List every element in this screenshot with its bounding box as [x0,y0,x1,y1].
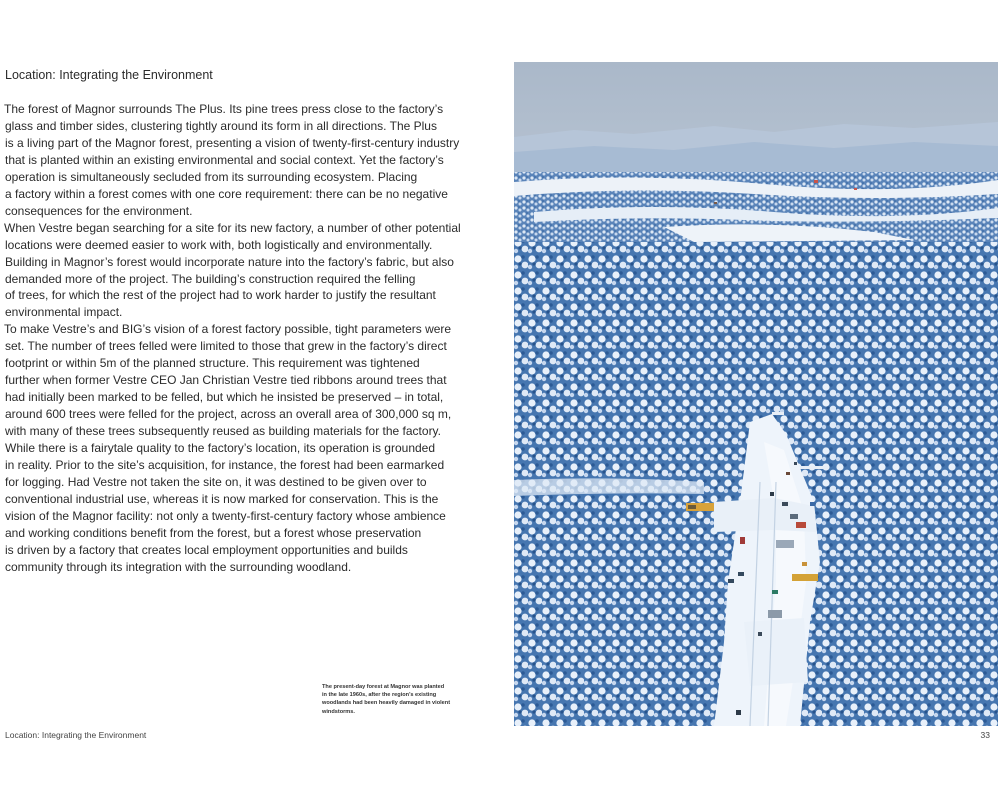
body-line: When Vestre began searching for a site for its new factory, a number of other potential [4,220,461,235]
body-line: for logging. Had Vestre not taken the site on, it was destined to be given over to [5,474,427,489]
body-line: The forest of Magnor surrounds The Plus. Its pine trees press close to the factory’s [4,102,444,116]
body-line: is driven by a factory that creates local employment opportunities and builds [5,542,408,557]
photo-caption [322,683,482,716]
body-line: a factory within a forest comes with one core requirement: there can be no negative [5,186,448,201]
body-line: glass and timber sides, clustering tightly around its form in all directions. The Plus [5,118,437,133]
body-line: While there is a fairytale quality to the factory’s location, its operation is grounded [5,441,436,456]
caption-line: in the late 1960s, after the region’s existing [322,692,437,699]
caption-line: woodlands had been heavily damaged in violent [322,700,451,707]
body-line: locations were deemed easier to work with, both logistically and environmentally. [5,237,433,252]
body-line: consequences for the environment. [5,203,193,218]
body-line: footprint or within 5m of the planned structure. This requirement was tightened [5,356,420,371]
body-line: further when former Vestre CEO Jan Christian Vestre tied ribbons around trees that [5,373,447,388]
body-line: environmental impact. [5,305,123,320]
body-line: demanded more of the project. The building’s construction required the felling [5,271,416,286]
forest-aerial-photo [514,62,998,726]
body-line: that is planted within an existing environmental and social context. Yet the factory’s [5,152,444,167]
body-line: Building in Magnor’s forest would incorporate nature into the factory’s fabric, but also [5,254,454,269]
section-title: Location: Integrating the Environment [5,68,213,82]
caption-line: windstorms. [322,708,355,715]
body-line: had initially been marked to be felled, but which he insisted be preserved – in total, [5,390,444,405]
body-line: set. The number of trees felled were limited to those that grew in the factory’s direct [5,339,447,354]
body-line: conventional industrial use, whereas it is now marked for conservation. This is the [5,491,439,506]
body-line: To make Vestre’s and BIG’s vision of a forest factory possible, tight parameters were [4,322,452,337]
running-footer: Location: Integrating the Environment [5,730,147,740]
caption-line: The present-day forest at Magnor was planted [322,684,445,690]
body-line: in reality. Prior to the site’s acquisition, for instance, the forest had been earmarked [5,458,445,473]
body-line: is a living part of the Magnor forest, presenting a vision of twenty-first-century industry [5,135,460,150]
body-line: with many of these trees subsequently reused as building materials for the factory. [5,424,442,439]
body-line: community through its integration with the surrounding woodland. [5,559,352,574]
body-line: around 600 trees were felled for the project, across an overall area of 300,000 sq m, [5,407,452,422]
body-text [4,101,472,576]
body-line: and working conditions benefit from the forest, but a forest whose preservation [5,525,422,540]
body-line: of trees, for which the rest of the project had to work harder to justify the resultant [5,288,436,303]
body-line: operation is simultaneously secluded from its surrounding ecosystem. Placing [5,169,418,184]
forest-aerial-illustration [514,62,998,726]
body-line: vision of the Magnor facility: not only a twenty-first-century factory whose ambience [5,508,446,523]
page-number: 33 [980,730,990,740]
